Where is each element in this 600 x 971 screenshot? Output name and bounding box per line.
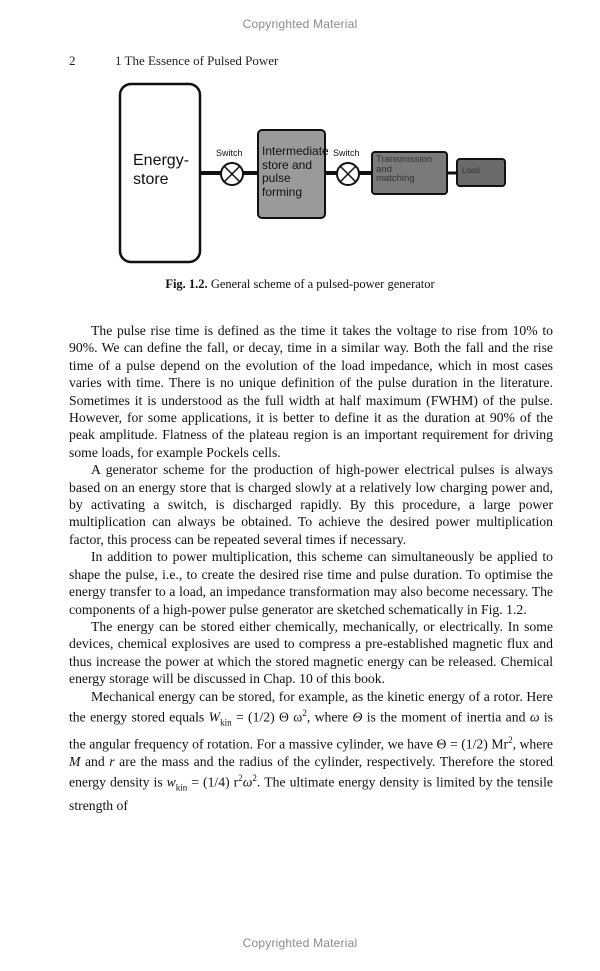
- paragraph-energy-storage: The energy can be stored either chemically, mechanically, or electrically. In some devices, chemical explosives are used to compress a pre-established magnetic flux and thus increase the power at which the stored magnetic energy can be released. Chemical energy storage will be discussed in Chap. 10 of this book.: [69, 618, 553, 687]
- figure-caption: [0, 277, 600, 292]
- copyright-watermark-bottom: Copyrighted Material: [242, 936, 358, 950]
- energy-store-label: Energy- store: [133, 152, 190, 188]
- copyright-watermark-top: Copyrighted Material: [242, 17, 358, 31]
- pulsed-power-scheme-figure: [0, 0, 600, 300]
- paragraph-power-multiplication: In addition to power multiplication, this scheme can simultaneously be applied to shape the pulse, i.e., to create the desired rise time and pulse duration. To optimise the energy transfer to a load, an impedance transformation may also become necessary. The components of a high-power pulse generator are sketched schematically in Fig. 1.2.: [69, 549, 553, 617]
- paragraph-rise-time: The pulse rise time is defined as the time it takes the voltage to rise from 10% to 90%. We can define the fall, or decay, time in a similar way. Both the fall and the rise time of a pulse depend on the evolution of the load impedance, which in most cases varies with time. There is no unique definition of the pulse duration in the literature. Sometimes it is understood as the full width at half maximum (FWHM) of the pulse. However, for some applications, it is better to define it as the duration at 90% of the peak amplitude. Flatness of the plateau region is an important requirement for driving some loads, for example Pockels cells.: [69, 323, 553, 460]
- transmission-label: Transmission and matching: [376, 154, 433, 184]
- caption-text: General scheme of a pulsed-power generator: [207, 277, 435, 291]
- load-label: Load: [462, 166, 480, 175]
- paragraph-mechanical-energy: Mechanical energy can be stored, for example, as the kinetic energy of a rotor. Here the energy stored equals $W_{kin} = (1/2)$ Θ $\omega^2$, where Θ is the moment of inertia and ω is the angular frequency of rotation. For a massive cylinder, we have Θ = (1/2) Mr$^2$, where M and r are the mass and the radius of the cylinder, respectively. Therefore the stored energy density is $w_{kin} = (1/4)$ $r^2\omega^2$. The ultimate energy density is limited by the tensile strength of: [69, 688, 553, 813]
- switch-2-label: Switch: [333, 148, 360, 158]
- paragraph-generator-scheme: A generator scheme for the production of high-power electrical pulses is always based on an energy store that is charged slowly at a relatively low charging power and, by activating a switch, is discharged rapidly. By this procedure, a large power multiplication can always be obtained. To achieve the desired power multiplication factor, this process can be repeated several times if necessary.: [69, 462, 553, 547]
- page-number: 2: [69, 53, 76, 68]
- body-text: [69, 322, 553, 814]
- chapter-title: 1 The Essence of Pulsed Power: [115, 53, 279, 68]
- intermediate-store-label: Intermediate store and pulse forming: [262, 144, 329, 199]
- switch-1-label: Switch: [216, 148, 243, 158]
- caption-label: Fig. 1.2.: [165, 277, 208, 291]
